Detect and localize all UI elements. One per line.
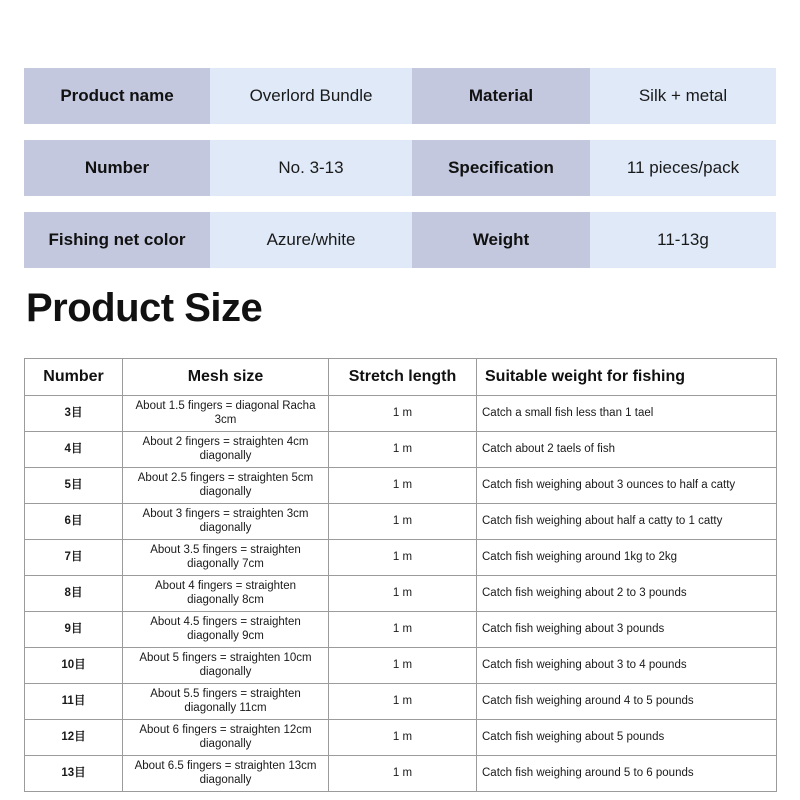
- column-header-mesh-size: Mesh size: [123, 359, 329, 396]
- cell-mesh-size: About 4 fingers = straighten diagonally 8cm: [123, 576, 329, 612]
- cell-stretch-length: 1 m: [329, 468, 477, 504]
- table-header-row: [25, 359, 777, 396]
- size-table-body: [25, 396, 777, 792]
- spec-label-material: Material: [412, 68, 590, 124]
- cell-stretch-length: 1 m: [329, 504, 477, 540]
- spec-row: [24, 68, 776, 124]
- cell-mesh-size: About 6.5 fingers = straighten 13cm diagonally: [123, 756, 329, 792]
- cell-number: 12目: [25, 720, 123, 756]
- cell-number: 3目: [25, 396, 123, 432]
- cell-number: 11目: [25, 684, 123, 720]
- size-table-header: [25, 359, 777, 396]
- spec-label-weight: Weight: [412, 212, 590, 268]
- spec-value-product-name: Overlord Bundle: [210, 68, 412, 124]
- product-spec-table: [24, 52, 776, 284]
- cell-stretch-length: 1 m: [329, 432, 477, 468]
- product-size-table: [24, 358, 777, 792]
- spec-value-material: Silk + metal: [590, 68, 776, 124]
- cell-stretch-length: 1 m: [329, 756, 477, 792]
- cell-number: 6目: [25, 504, 123, 540]
- cell-mesh-size: About 5 fingers = straighten 10cm diagonally: [123, 648, 329, 684]
- spec-table-body: [24, 68, 776, 268]
- cell-stretch-length: 1 m: [329, 576, 477, 612]
- cell-suitable-weight: Catch fish weighing about half a catty to 1 catty: [477, 504, 777, 540]
- table-row: [25, 720, 777, 756]
- spec-label-number: Number: [24, 140, 210, 196]
- cell-suitable-weight: Catch fish weighing about 3 to 4 pounds: [477, 648, 777, 684]
- spec-row: [24, 212, 776, 268]
- spec-label-product-name: Product name: [24, 68, 210, 124]
- cell-suitable-weight: Catch fish weighing around 5 to 6 pounds: [477, 756, 777, 792]
- column-header-suitable-weight: Suitable weight for fishing: [477, 359, 777, 396]
- spec-value-number: No. 3-13: [210, 140, 412, 196]
- table-row: [25, 396, 777, 432]
- cell-number: 13目: [25, 756, 123, 792]
- table-row: [25, 432, 777, 468]
- cell-mesh-size: About 2 fingers = straighten 4cm diagonally: [123, 432, 329, 468]
- spec-row: [24, 140, 776, 196]
- cell-mesh-size: About 4.5 fingers = straighten diagonally 9cm: [123, 612, 329, 648]
- cell-stretch-length: 1 m: [329, 684, 477, 720]
- cell-stretch-length: 1 m: [329, 540, 477, 576]
- cell-number: 5目: [25, 468, 123, 504]
- table-row: [25, 684, 777, 720]
- column-header-stretch-length: Stretch length: [329, 359, 477, 396]
- cell-stretch-length: 1 m: [329, 396, 477, 432]
- cell-mesh-size: About 3.5 fingers = straighten diagonally 7cm: [123, 540, 329, 576]
- cell-suitable-weight: Catch fish weighing around 1kg to 2kg: [477, 540, 777, 576]
- table-row: [25, 648, 777, 684]
- cell-mesh-size: About 3 fingers = straighten 3cm diagonally: [123, 504, 329, 540]
- table-row: [25, 612, 777, 648]
- spec-label-specification: Specification: [412, 140, 590, 196]
- spec-value-weight: 11-13g: [590, 212, 776, 268]
- cell-number: 9目: [25, 612, 123, 648]
- table-row: [25, 576, 777, 612]
- table-row: [25, 504, 777, 540]
- cell-suitable-weight: Catch fish weighing about 3 ounces to half a catty: [477, 468, 777, 504]
- cell-suitable-weight: Catch about 2 taels of fish: [477, 432, 777, 468]
- cell-number: 10目: [25, 648, 123, 684]
- cell-number: 8目: [25, 576, 123, 612]
- cell-suitable-weight: Catch fish weighing about 2 to 3 pounds: [477, 576, 777, 612]
- cell-stretch-length: 1 m: [329, 648, 477, 684]
- table-row: [25, 540, 777, 576]
- cell-suitable-weight: Catch a small fish less than 1 tael: [477, 396, 777, 432]
- spec-value-fishing-net-color: Azure/white: [210, 212, 412, 268]
- spec-value-specification: 11 pieces/pack: [590, 140, 776, 196]
- cell-mesh-size: About 1.5 fingers = diagonal Racha 3cm: [123, 396, 329, 432]
- page-title: Product Size: [26, 286, 263, 330]
- cell-stretch-length: 1 m: [329, 612, 477, 648]
- cell-mesh-size: About 6 fingers = straighten 12cm diagonally: [123, 720, 329, 756]
- cell-number: 4目: [25, 432, 123, 468]
- cell-suitable-weight: Catch fish weighing about 5 pounds: [477, 720, 777, 756]
- cell-suitable-weight: Catch fish weighing around 4 to 5 pounds: [477, 684, 777, 720]
- table-row: [25, 468, 777, 504]
- cell-mesh-size: About 2.5 fingers = straighten 5cm diagonally: [123, 468, 329, 504]
- table-row: [25, 756, 777, 792]
- cell-number: 7目: [25, 540, 123, 576]
- column-header-number: Number: [25, 359, 123, 396]
- cell-stretch-length: 1 m: [329, 720, 477, 756]
- cell-suitable-weight: Catch fish weighing about 3 pounds: [477, 612, 777, 648]
- cell-mesh-size: About 5.5 fingers = straighten diagonally 11cm: [123, 684, 329, 720]
- spec-label-fishing-net-color: Fishing net color: [24, 212, 210, 268]
